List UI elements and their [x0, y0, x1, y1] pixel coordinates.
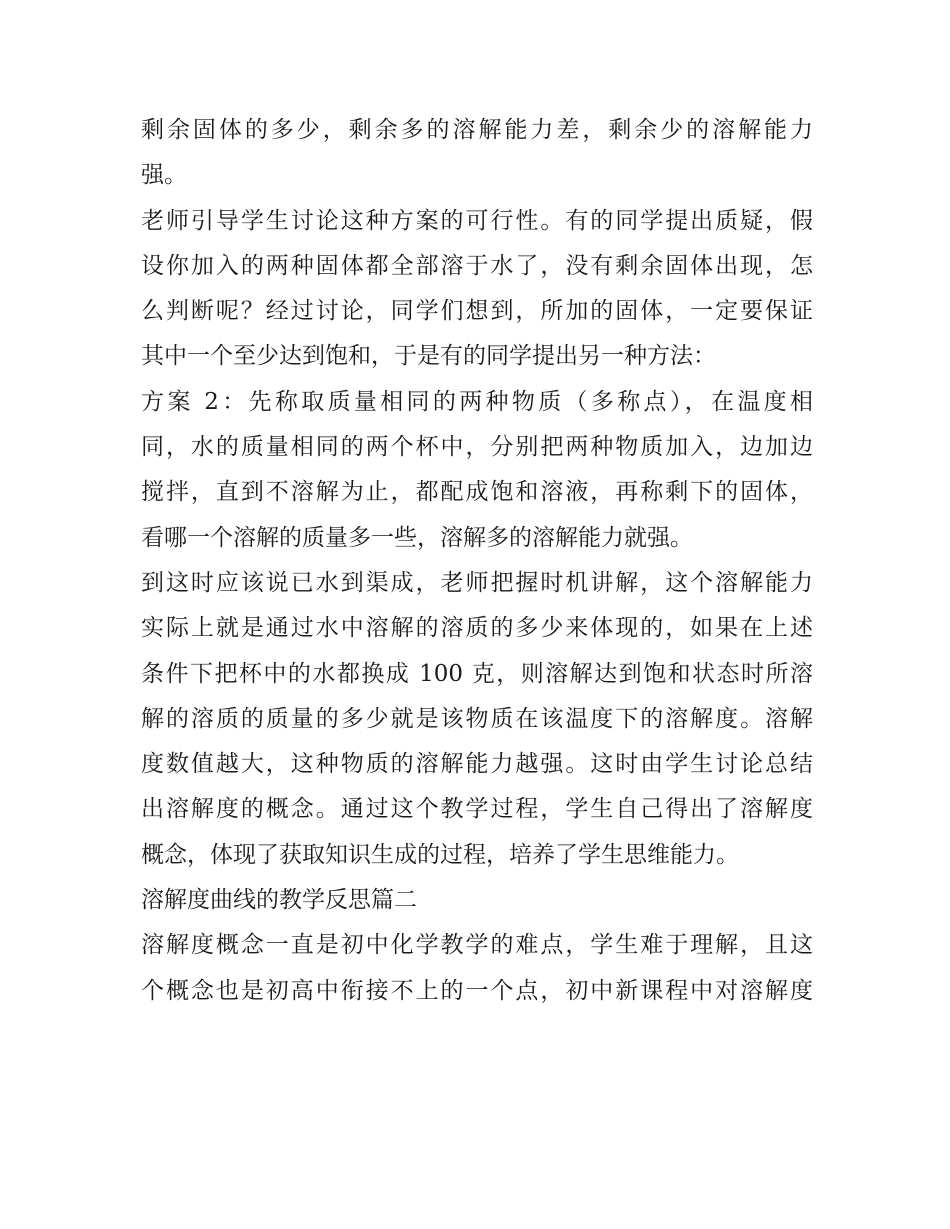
text-line: 么判断呢？经过讨论，同学们想到，所加的固体，一定要保证	[141, 298, 813, 325]
text-line: 解的溶质的质量的多少就是该物质在该温度下的溶解度。溶解	[141, 705, 813, 732]
text-line: 强。	[141, 162, 187, 189]
text-line: 剩余固体的多少，剩余多的溶解能力差，剩余少的溶解能力	[141, 117, 813, 143]
text-line: 度数值越大，这种物质的溶解能力越强。这时由学生讨论总结	[141, 751, 813, 778]
text-line: 同，水的质量相同的两个杯中，分别把两种物质加入，边加边	[141, 434, 813, 461]
text-line: 个概念也是初高中衔接不上的一个点，初中新课程中对溶解度	[141, 977, 813, 1004]
text-line: 条件下把杯中的水都换成 100 克，则溶解达到饱和状态时所溶	[141, 660, 813, 687]
text-line: 出溶解度的概念。通过这个教学过程，学生自己得出了溶解度	[141, 796, 813, 823]
text-line: 到这时应该说已水到渠成，老师把握时机讲解，这个溶解能力	[141, 569, 813, 596]
text-line: 设你加入的两种固体都全部溶于水了，没有剩余固体出现，怎	[141, 252, 813, 279]
text-line: 其中一个至少达到饱和，于是有的同学提出另一种方法：	[141, 343, 716, 370]
text-line: 搅拌，直到不溶解为止，都配成饱和溶液，再称剩下的固体，	[141, 479, 813, 506]
text-line: 溶解度概念一直是初中化学教学的难点，学生难于理解，且这	[141, 932, 813, 959]
text-line: 方案 2：先称取质量相同的两种物质（多称点），在温度相	[141, 388, 813, 415]
section-heading: 溶解度曲线的教学反思篇二	[141, 887, 417, 914]
text-line: 老师引导学生讨论这种方案的可行性。有的同学提出质疑，假	[141, 207, 813, 234]
text-line: 实际上就是通过水中溶解的溶质的多少来体现的，如果在上述	[141, 615, 813, 642]
text-line: 概念，体现了获取知识生成的过程，培养了学生思维能力。	[141, 841, 739, 868]
text-line: 看哪一个溶解的质量多一些，溶解多的溶解能力就强。	[141, 524, 693, 551]
document-body	[141, 108, 813, 1014]
